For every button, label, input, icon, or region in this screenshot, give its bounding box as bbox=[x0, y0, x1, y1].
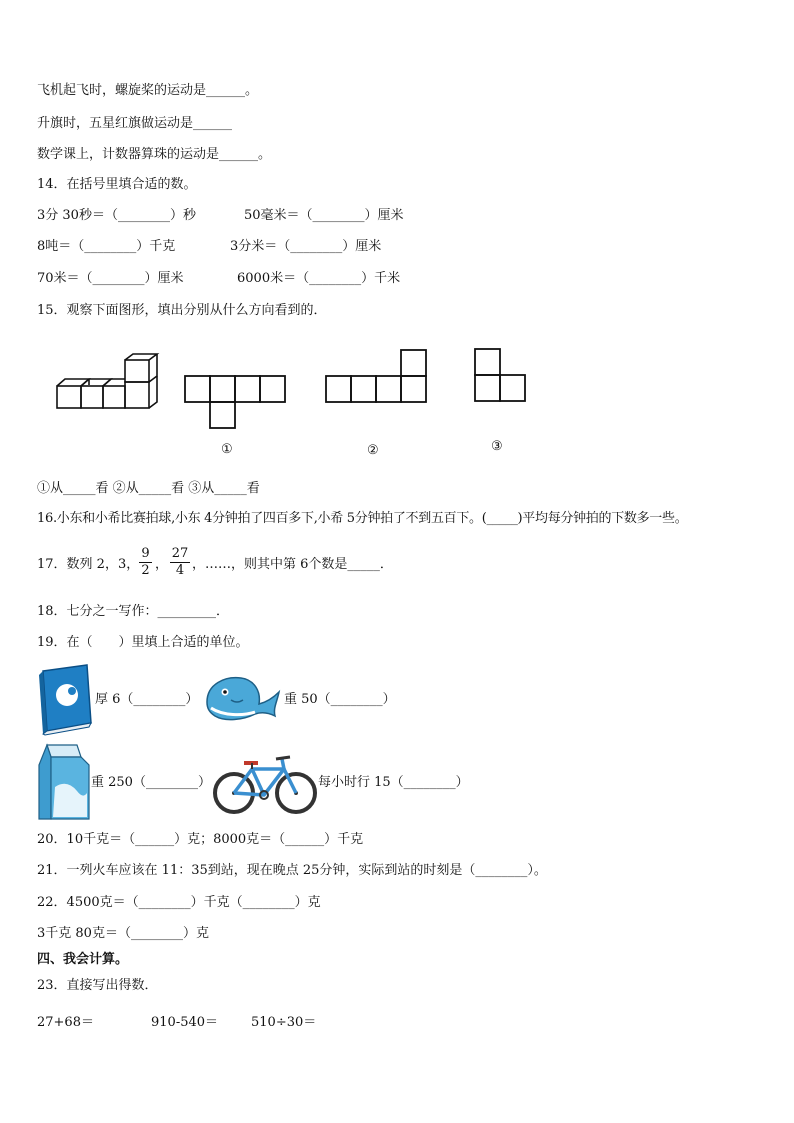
question-line: 18．七分之一写作：_________． bbox=[37, 604, 230, 619]
figure-label-3: ③ bbox=[491, 439, 503, 454]
section-heading: 四、我会计算。 bbox=[37, 952, 129, 967]
unit-fill-item: 厚 6（________） bbox=[95, 692, 199, 707]
question-line: 21．一列火车应该在 11：35到站，现在晚点 25分钟，实际到站的时刻是（________）。 bbox=[37, 863, 547, 878]
fraction-9-2 bbox=[139, 546, 152, 579]
fill-item: 8吨＝（________）千克 bbox=[37, 239, 176, 254]
fill-item: ①从_____看 ②从_____看 ③从_____看 bbox=[37, 481, 260, 496]
calculation-item: 27+68＝ bbox=[37, 1015, 94, 1030]
view-figure-2 bbox=[325, 349, 429, 404]
fill-item: 70米＝（________）厘米 bbox=[37, 271, 184, 286]
fraction-denominator: 2 bbox=[141, 563, 150, 578]
question-line: 22．4500克＝（________）千克（________）克 bbox=[37, 895, 321, 910]
calculation-item: 910-540＝ bbox=[151, 1015, 219, 1030]
calculation-item: 510÷30＝ bbox=[251, 1015, 317, 1030]
separator: ， bbox=[155, 557, 169, 572]
fraction-numerator: 27 bbox=[171, 546, 189, 561]
question-line: 飞机起飞时，螺旋桨的运动是______。 bbox=[37, 83, 259, 98]
question-line: 17．数列 2，3， bbox=[37, 557, 140, 572]
view-figure-3 bbox=[474, 348, 528, 404]
question-title: 15．观察下面图形，填出分别从什么方向看到的． bbox=[37, 303, 327, 318]
unit-fill-item: 每小时行 15（________） bbox=[318, 775, 469, 790]
fill-item: 6000米＝（________）千米 bbox=[237, 271, 401, 286]
question-line: 16.小东和小希比赛拍球,小东 4分钟拍了四百多下,小希 5分钟拍了不到五百下。(_____)平均每分钟拍的下数多一些。 bbox=[37, 511, 688, 526]
cube-stack-figure bbox=[55, 352, 160, 412]
whale-icon bbox=[203, 672, 283, 724]
fill-item: 50毫米＝（________）厘米 bbox=[244, 208, 404, 223]
bicycle-icon bbox=[212, 753, 318, 815]
question-line: 数学课上，计数器算珠的运动是______。 bbox=[37, 147, 272, 162]
question-title: 19．在（ ）里填上合适的单位。 bbox=[37, 635, 249, 650]
question-line: 3千克 80克＝（________）克 bbox=[37, 926, 209, 941]
fill-item: 3分 30秒＝（________）秒 bbox=[37, 208, 196, 223]
question-title: 14．在括号里填合适的数。 bbox=[37, 177, 197, 192]
question-line: 升旗时，五星红旗做运动是______ bbox=[37, 116, 233, 131]
question-line: ，……，则其中第 6个数是_____． bbox=[192, 557, 393, 572]
question-line: 20．10千克＝（______）克；8000克＝（______）千克 bbox=[37, 832, 364, 847]
question-title: 23．直接写出得数． bbox=[37, 978, 158, 993]
view-figure-1 bbox=[184, 375, 288, 430]
figure-label-1: ① bbox=[221, 442, 233, 457]
unit-fill-item: 重 250（________） bbox=[91, 775, 211, 790]
unit-fill-item: 重 50（________） bbox=[284, 692, 396, 707]
fraction-denominator: 4 bbox=[175, 563, 185, 578]
fraction-27-4 bbox=[170, 546, 190, 579]
milk-carton-icon bbox=[37, 743, 91, 821]
fraction-numerator: 9 bbox=[139, 546, 152, 563]
figure-label-2: ② bbox=[367, 443, 379, 458]
fill-item: 3分米＝（________）厘米 bbox=[230, 239, 382, 254]
book-icon bbox=[37, 665, 95, 735]
